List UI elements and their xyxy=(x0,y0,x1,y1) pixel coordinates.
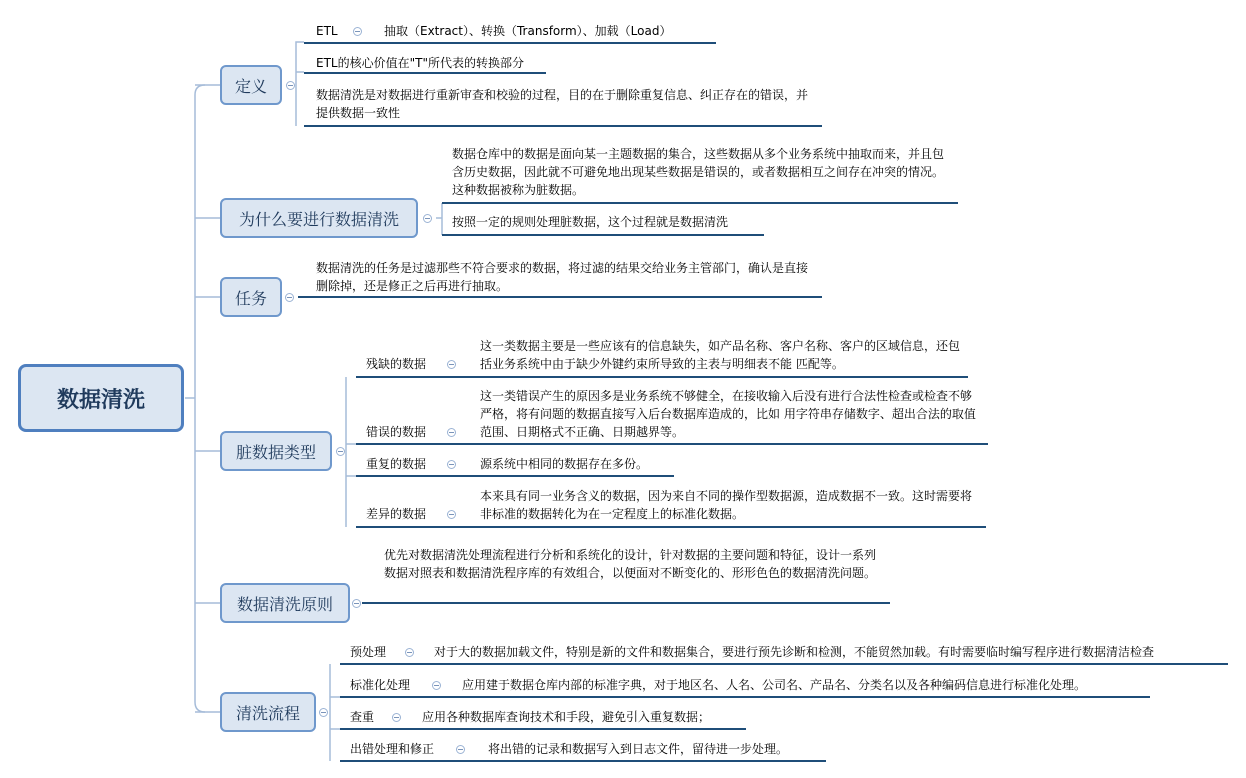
collapse-icon[interactable] xyxy=(285,293,294,302)
topic-task[interactable]: 任务 xyxy=(220,277,282,317)
collapse-icon[interactable] xyxy=(447,460,456,469)
collapse-icon[interactable] xyxy=(423,214,432,223)
topic-why[interactable]: 为什么要进行数据清洗 xyxy=(220,198,418,238)
collapse-icon[interactable] xyxy=(447,428,456,437)
flow-preprocess-label[interactable]: 预处理 xyxy=(350,645,387,659)
collapse-icon[interactable] xyxy=(353,27,362,36)
dirty-wrong-text[interactable]: 这一类错误产生的原因多是业务系统不够健全，在接收输入后没有进行合法性检查或检查不够严格，将有问题的数据直接写入后台数据库造成的，比如 用字符串存储数字、超出合法的取值范围、日期格式不正确、日期越界等。 xyxy=(480,389,976,439)
collapse-icon[interactable] xyxy=(336,447,345,456)
topic-definition[interactable]: 定义 xyxy=(220,65,282,105)
dirty-diff-text[interactable]: 本来具有同一业务含义的数据，因为来自不同的操作型数据源，造成数据不一致。这时需要将非标准的数据转化为在一定程度上的标准化数据。 xyxy=(480,489,973,521)
flow-standardize-text[interactable]: 应用建于数据仓库内部的标准字典，对于地区名、人名、公司名、产品名、分类名以及各种编码信息进行标准化处理。 xyxy=(462,678,1087,692)
dirty-incomplete-label[interactable]: 残缺的数据 xyxy=(366,357,427,371)
dirty-incomplete-text[interactable]: 这一类数据主要是一些应该有的信息缺失，如产品名称、客户名称、客户的区域信息，还包括业务系统中由于缺少外键约束所导致的主表与明细表不能 匹配等。 xyxy=(480,339,961,371)
flow-preprocess-text[interactable]: 对于大的数据加载文件，特别是新的文件和数据集合，要进行预先诊断和检测，不能贸然加载。有时需要临时编写程序进行数据清洁检查 xyxy=(434,645,1155,659)
why-reason[interactable]: 数据仓库中的数据是面向某一主题数据的集合，这些数据从多个业务系统中抽取而来，并且包含历史数据，因此就不可避免地出现某些数据是错误的，或者数据相互之间存在冲突的情况。这种数据被称为脏数据。 xyxy=(452,147,945,197)
flow-error-label[interactable]: 出错处理和修正 xyxy=(350,742,435,756)
root-topic[interactable]: 数据清洗 xyxy=(18,364,184,432)
flow-dedupe-text[interactable]: 应用各种数据库查询技术和手段，避免引入重复数据； xyxy=(422,710,711,724)
etl-text[interactable]: 抽取（Extract）、转换（Transform）、加载（Load） xyxy=(384,24,672,38)
topic-dirty-types[interactable]: 脏数据类型 xyxy=(220,431,332,471)
dirty-duplicate-text[interactable]: 源系统中相同的数据存在多份。 xyxy=(480,457,649,471)
flow-standardize-label[interactable]: 标准化处理 xyxy=(350,678,411,692)
collapse-icon[interactable] xyxy=(286,81,295,90)
principle-text[interactable]: 优先对数据清洗处理流程进行分析和系统化的设计，针对数据的主要问题和特征，设计一系列数据对照表和数据清洗程序库的有效组合，以便面对不断变化的、形形色色的数据清洗问题。 xyxy=(384,548,877,580)
flow-dedupe-label[interactable]: 查重 xyxy=(350,710,375,724)
topic-flow[interactable]: 清洗流程 xyxy=(220,692,316,732)
collapse-icon[interactable] xyxy=(456,745,465,754)
dirty-wrong-label[interactable]: 错误的数据 xyxy=(366,425,427,439)
dirty-diff-label[interactable]: 差异的数据 xyxy=(366,507,427,521)
collapse-icon[interactable] xyxy=(432,681,441,690)
collapse-icon[interactable] xyxy=(447,510,456,519)
collapse-icon[interactable] xyxy=(447,360,456,369)
etl-label[interactable]: ETL xyxy=(316,24,338,38)
collapse-icon[interactable] xyxy=(405,648,414,657)
collapse-icon[interactable] xyxy=(352,599,361,608)
dirty-duplicate-label[interactable]: 重复的数据 xyxy=(366,457,427,471)
definition-desc[interactable]: 数据清洗是对数据进行重新审查和校验的过程，目的在于删除重复信息、纠正存在的错误，并提供数据一致性 xyxy=(316,88,809,120)
flow-error-text[interactable]: 将出错的记录和数据写入到日志文件，留待进一步处理。 xyxy=(488,742,789,756)
collapse-icon[interactable] xyxy=(319,708,328,717)
why-process[interactable]: 按照一定的规则处理脏数据，这个过程就是数据清洗 xyxy=(452,215,729,229)
task-text[interactable]: 数据清洗的任务是过滤那些不符合要求的数据，将过滤的结果交给业务主管部门，确认是直接删除掉，还是修正之后再进行抽取。 xyxy=(316,261,809,293)
topic-principle[interactable]: 数据清洗原则 xyxy=(220,583,350,623)
etl-core-text[interactable]: ETL的核心价值在"T"所代表的转换部分 xyxy=(316,56,524,70)
collapse-icon[interactable] xyxy=(392,713,401,722)
